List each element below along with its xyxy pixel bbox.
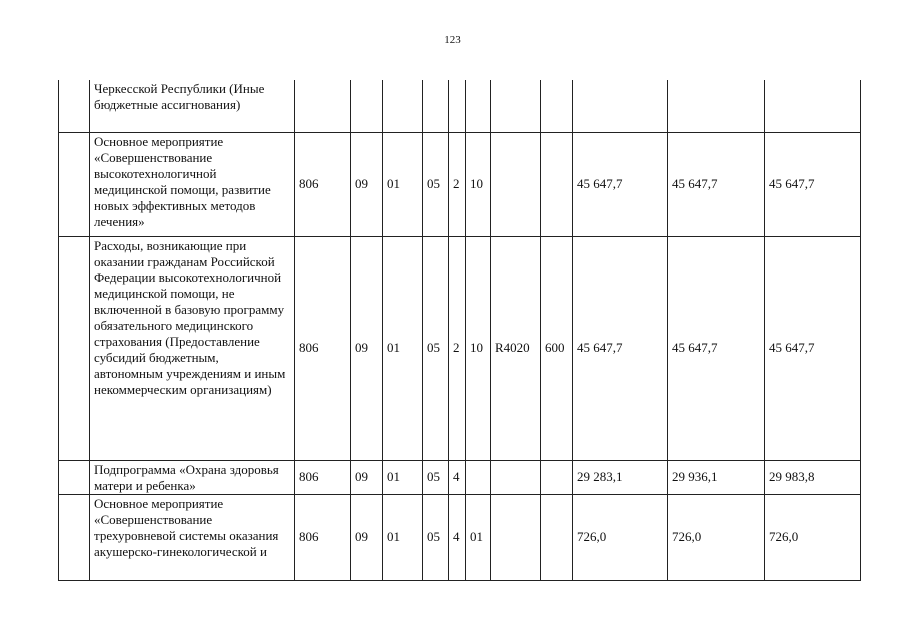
cell-y3: 726,0 bbox=[765, 494, 861, 580]
cell-pr: 01 bbox=[383, 494, 423, 580]
cell-rz bbox=[351, 80, 383, 132]
row-number-cell bbox=[59, 80, 90, 132]
page-number: 123 bbox=[444, 34, 461, 46]
cell-cs2: 2 bbox=[449, 132, 466, 236]
cell-cs1 bbox=[423, 80, 449, 132]
cell-y2 bbox=[668, 80, 765, 132]
cell-cs1: 05 bbox=[423, 494, 449, 580]
row-number-cell bbox=[59, 460, 90, 494]
cell-y2: 726,0 bbox=[668, 494, 765, 580]
cell-cs1: 05 bbox=[423, 236, 449, 460]
cell-vr bbox=[541, 460, 573, 494]
cell-cs4 bbox=[491, 132, 541, 236]
row-number-cell bbox=[59, 494, 90, 580]
cell-vr bbox=[541, 132, 573, 236]
cell-cs3: 10 bbox=[466, 132, 491, 236]
cell-cs3 bbox=[466, 460, 491, 494]
cell-cs4: R4020 bbox=[491, 236, 541, 460]
row-description: Расходы, возникающие при оказании гражданам Российской Федерации высокотехнологичной медицинской помощи, не включенной в базовую программу обязательного медицинского страхования (Предоставление субсидий бюджетным, автономным учреждениям и иным некоммерческим организациям) bbox=[90, 236, 295, 460]
cell-y1 bbox=[573, 80, 668, 132]
cell-y1: 29 283,1 bbox=[573, 460, 668, 494]
cell-vr bbox=[541, 494, 573, 580]
cell-pr: 01 bbox=[383, 460, 423, 494]
cell-cs2: 4 bbox=[449, 494, 466, 580]
cell-grbs: 806 bbox=[295, 494, 351, 580]
cell-rz: 09 bbox=[351, 494, 383, 580]
cell-y3 bbox=[765, 80, 861, 132]
cell-y1: 726,0 bbox=[573, 494, 668, 580]
cell-cs2: 4 bbox=[449, 460, 466, 494]
cell-y2: 45 647,7 bbox=[668, 236, 765, 460]
row-description: Основное мероприятие «Совершенствование высокотехнологичной медицинской помощи, развитие новых эффективных методов лечения» bbox=[90, 132, 295, 236]
cell-cs3: 01 bbox=[466, 494, 491, 580]
cell-pr: 01 bbox=[383, 132, 423, 236]
cell-y3: 45 647,7 bbox=[765, 236, 861, 460]
cell-cs2 bbox=[449, 80, 466, 132]
cell-rz: 09 bbox=[351, 132, 383, 236]
table-row bbox=[59, 460, 861, 494]
cell-cs4 bbox=[491, 460, 541, 494]
cell-cs4 bbox=[491, 80, 541, 132]
cell-cs4 bbox=[491, 494, 541, 580]
cell-rz: 09 bbox=[351, 460, 383, 494]
cell-y1: 45 647,7 bbox=[573, 236, 668, 460]
cell-grbs: 806 bbox=[295, 132, 351, 236]
cell-cs1: 05 bbox=[423, 132, 449, 236]
row-description: Черкесской Республики (Иные бюджетные ассигнования) bbox=[90, 80, 295, 132]
cell-rz: 09 bbox=[351, 236, 383, 460]
table-row bbox=[59, 494, 861, 580]
cell-y3: 45 647,7 bbox=[765, 132, 861, 236]
row-number-cell bbox=[59, 132, 90, 236]
table-row bbox=[59, 236, 861, 460]
cell-vr: 600 bbox=[541, 236, 573, 460]
cell-pr: 01 bbox=[383, 236, 423, 460]
cell-grbs bbox=[295, 80, 351, 132]
row-number-cell bbox=[59, 236, 90, 460]
cell-pr bbox=[383, 80, 423, 132]
cell-vr bbox=[541, 80, 573, 132]
cell-y2: 29 936,1 bbox=[668, 460, 765, 494]
cell-grbs: 806 bbox=[295, 460, 351, 494]
cell-grbs: 806 bbox=[295, 236, 351, 460]
row-description: Подпрограмма «Охрана здоровья матери и ребенка» bbox=[90, 460, 295, 494]
table-row bbox=[59, 80, 861, 132]
cell-y2: 45 647,7 bbox=[668, 132, 765, 236]
cell-y1: 45 647,7 bbox=[573, 132, 668, 236]
budget-table bbox=[58, 80, 861, 581]
table-row bbox=[59, 132, 861, 236]
cell-cs2: 2 bbox=[449, 236, 466, 460]
cell-cs3 bbox=[466, 80, 491, 132]
cell-y3: 29 983,8 bbox=[765, 460, 861, 494]
cell-cs1: 05 bbox=[423, 460, 449, 494]
cell-cs3: 10 bbox=[466, 236, 491, 460]
row-description: Основное мероприятие «Совершенствование трехуровневой системы оказания акушерско-гинекологической и bbox=[90, 494, 295, 580]
